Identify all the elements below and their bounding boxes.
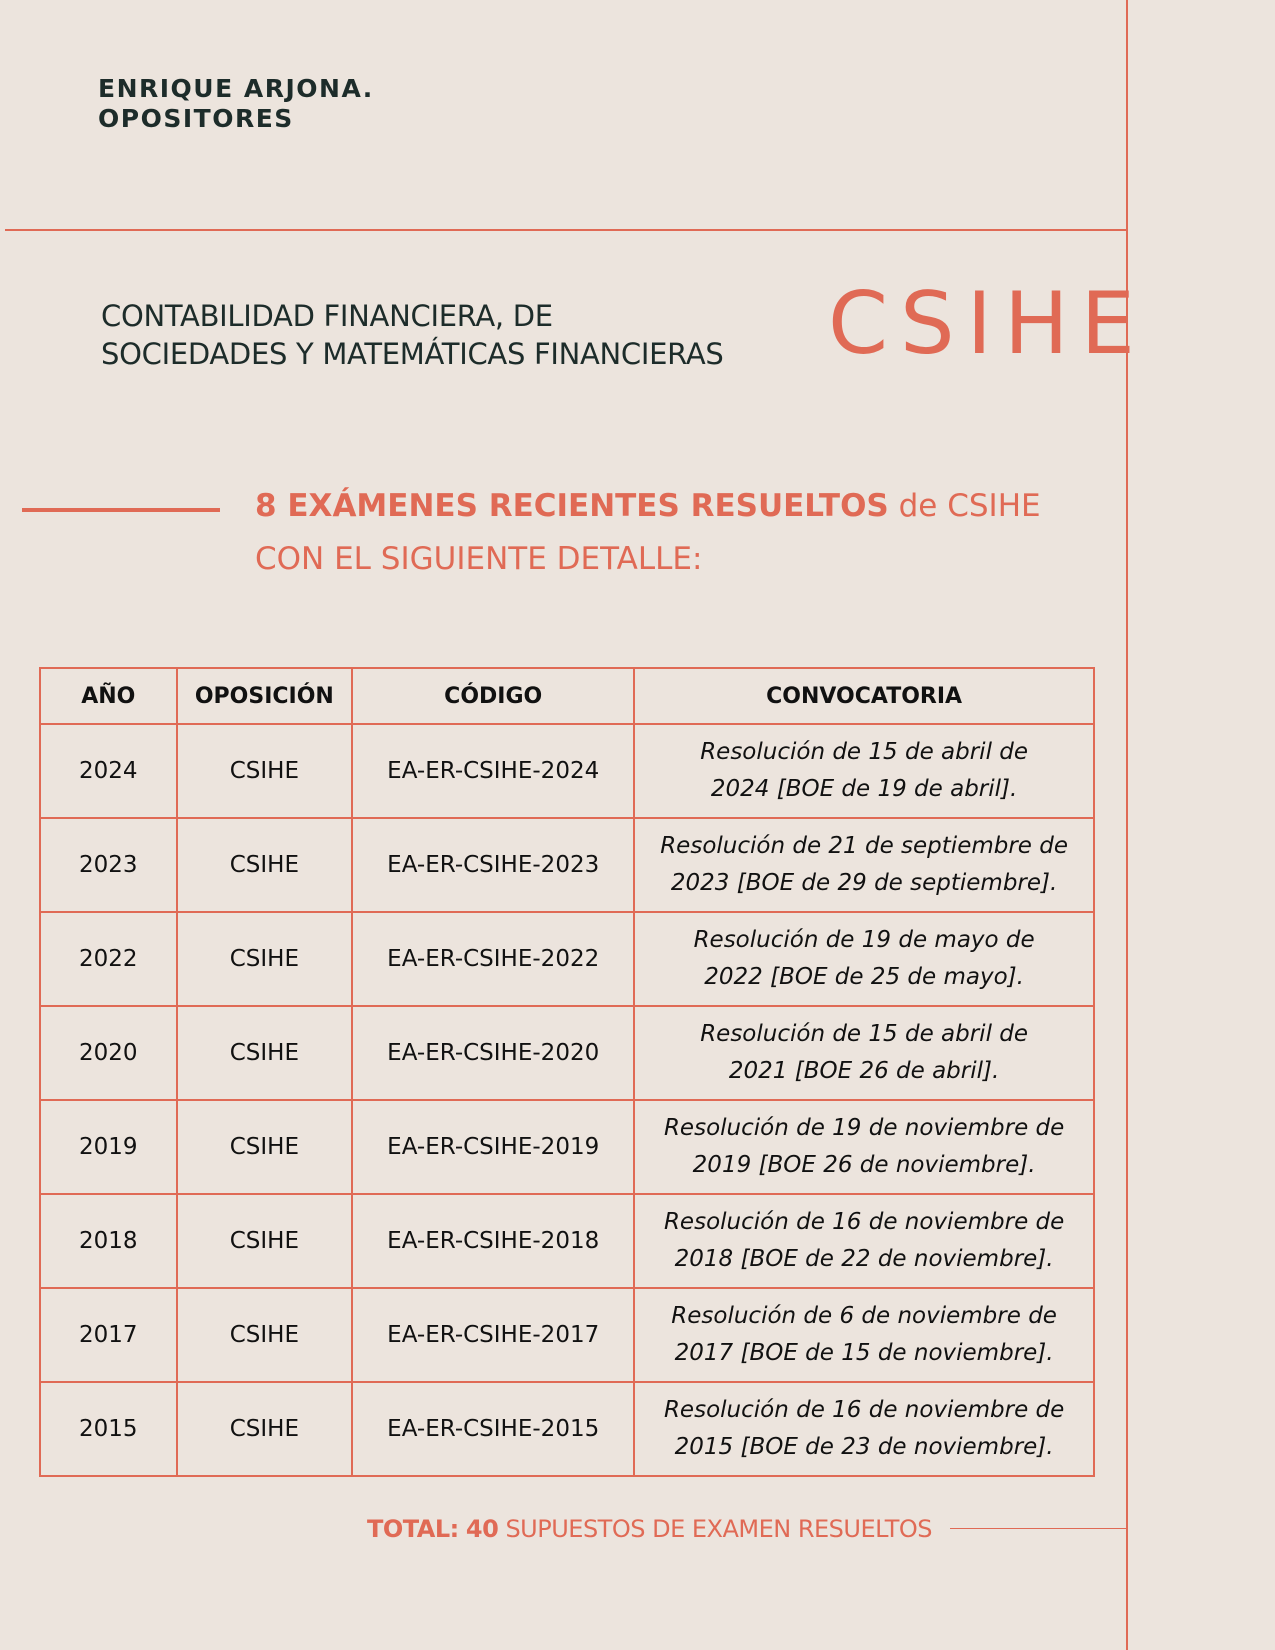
cell-oposicion: CSIHE	[177, 1382, 353, 1476]
table-row	[40, 724, 1094, 818]
convocatoria-line-2: 2023 [BOE de 29 de septiembre].	[670, 870, 1058, 896]
headline-rest: de CSIHE	[888, 488, 1041, 524]
cell-convocatoria	[634, 1288, 1094, 1382]
cell-codigo: EA-ER-CSIHE-2024	[352, 724, 634, 818]
cell-year: 2020	[40, 1006, 177, 1100]
headline-accent-rule	[22, 508, 220, 512]
convocatoria-line-1: Resolución de 19 de noviembre de	[663, 1115, 1065, 1141]
cell-convocatoria	[634, 818, 1094, 912]
total-text: SUPUESTOS DE EXAMEN RESUELTOS	[505, 1515, 932, 1543]
cell-oposicion: CSIHE	[177, 912, 353, 1006]
headline-line-1	[255, 480, 1041, 533]
brand-line-2: OPOSITORES	[98, 104, 294, 133]
cell-oposicion: CSIHE	[177, 724, 353, 818]
subject-title	[101, 297, 723, 373]
cell-codigo: EA-ER-CSIHE-2020	[352, 1006, 634, 1100]
header-convocatoria: CONVOCATORIA	[634, 668, 1094, 724]
total-label: TOTAL:	[367, 1515, 459, 1543]
total-count: 40	[465, 1515, 499, 1543]
cell-year: 2023	[40, 818, 177, 912]
table-row	[40, 1288, 1094, 1382]
convocatoria-line-1: Resolución de 21 de septiembre de	[660, 833, 1069, 859]
convocatoria-line-1: Resolución de 16 de noviembre de	[663, 1397, 1065, 1423]
convocatoria-line-1: Resolución de 15 de abril de	[700, 739, 1029, 765]
convocatoria-line-2: 2015 [BOE de 23 de noviembre].	[674, 1434, 1054, 1460]
total-summary	[367, 1513, 932, 1545]
convocatoria-line-2: 2024 [BOE de 19 de abril].	[710, 776, 1018, 802]
brand-line-1: ENRIQUE ARJONA.	[98, 74, 374, 103]
cell-oposicion: CSIHE	[177, 818, 353, 912]
headline-bold: 8 EXÁMENES RECIENTES RESUELTOS	[255, 488, 889, 524]
header-year: AÑO	[40, 668, 177, 724]
cell-convocatoria	[634, 724, 1094, 818]
cell-oposicion: CSIHE	[177, 1006, 353, 1100]
cell-convocatoria	[634, 1006, 1094, 1100]
cell-convocatoria	[634, 1194, 1094, 1288]
cell-codigo: EA-ER-CSIHE-2023	[352, 818, 634, 912]
cell-codigo: EA-ER-CSIHE-2017	[352, 1288, 634, 1382]
cell-codigo: EA-ER-CSIHE-2019	[352, 1100, 634, 1194]
table-row	[40, 1006, 1094, 1100]
cell-oposicion: CSIHE	[177, 1288, 353, 1382]
cell-year: 2017	[40, 1288, 177, 1382]
table-row	[40, 1100, 1094, 1194]
oposicion-code-title: CSIHE	[828, 274, 1148, 374]
cell-codigo: EA-ER-CSIHE-2015	[352, 1382, 634, 1476]
subject-line-2: SOCIEDADES Y MATEMÁTICAS FINANCIERAS	[101, 337, 724, 371]
cell-year: 2018	[40, 1194, 177, 1288]
subject-line-1: CONTABILIDAD FINANCIERA, DE	[101, 299, 553, 333]
cell-codigo: EA-ER-CSIHE-2018	[352, 1194, 634, 1288]
table-row	[40, 818, 1094, 912]
convocatoria-line-2: 2022 [BOE de 25 de mayo].	[704, 964, 1024, 990]
cell-year: 2015	[40, 1382, 177, 1476]
convocatoria-line-2: 2019 [BOE 26 de noviembre].	[692, 1152, 1036, 1178]
convocatoria-line-1: Resolución de 16 de noviembre de	[663, 1209, 1065, 1235]
exams-table	[39, 667, 1095, 1477]
header-codigo: CÓDIGO	[352, 668, 634, 724]
cell-convocatoria	[634, 1382, 1094, 1476]
cell-convocatoria	[634, 1100, 1094, 1194]
cell-convocatoria	[634, 912, 1094, 1006]
convocatoria-line-1: Resolución de 19 de mayo de	[693, 927, 1035, 953]
brand-logo	[98, 74, 374, 134]
cell-year: 2022	[40, 912, 177, 1006]
cell-oposicion: CSIHE	[177, 1100, 353, 1194]
headline	[255, 480, 1041, 586]
cell-year: 2024	[40, 724, 177, 818]
convocatoria-line-2: 2018 [BOE de 22 de noviembre].	[674, 1246, 1054, 1272]
table-row	[40, 1382, 1094, 1476]
table-row	[40, 912, 1094, 1006]
convocatoria-line-1: Resolución de 15 de abril de	[700, 1021, 1029, 1047]
cell-year: 2019	[40, 1100, 177, 1194]
right-vertical-rule	[1126, 0, 1128, 1650]
header-divider	[5, 229, 1127, 231]
headline-line-2: CON EL SIGUIENTE DETALLE:	[255, 541, 703, 577]
convocatoria-line-2: 2021 [BOE 26 de abril].	[728, 1058, 1000, 1084]
header-oposicion: OPOSICIÓN	[177, 668, 353, 724]
cell-codigo: EA-ER-CSIHE-2022	[352, 912, 634, 1006]
convocatoria-line-2: 2017 [BOE de 15 de noviembre].	[674, 1340, 1054, 1366]
table-row	[40, 1194, 1094, 1288]
cell-oposicion: CSIHE	[177, 1194, 353, 1288]
convocatoria-line-1: Resolución de 6 de noviembre de	[671, 1303, 1057, 1329]
table-header-row	[40, 668, 1094, 724]
total-accent-rule	[950, 1528, 1127, 1529]
